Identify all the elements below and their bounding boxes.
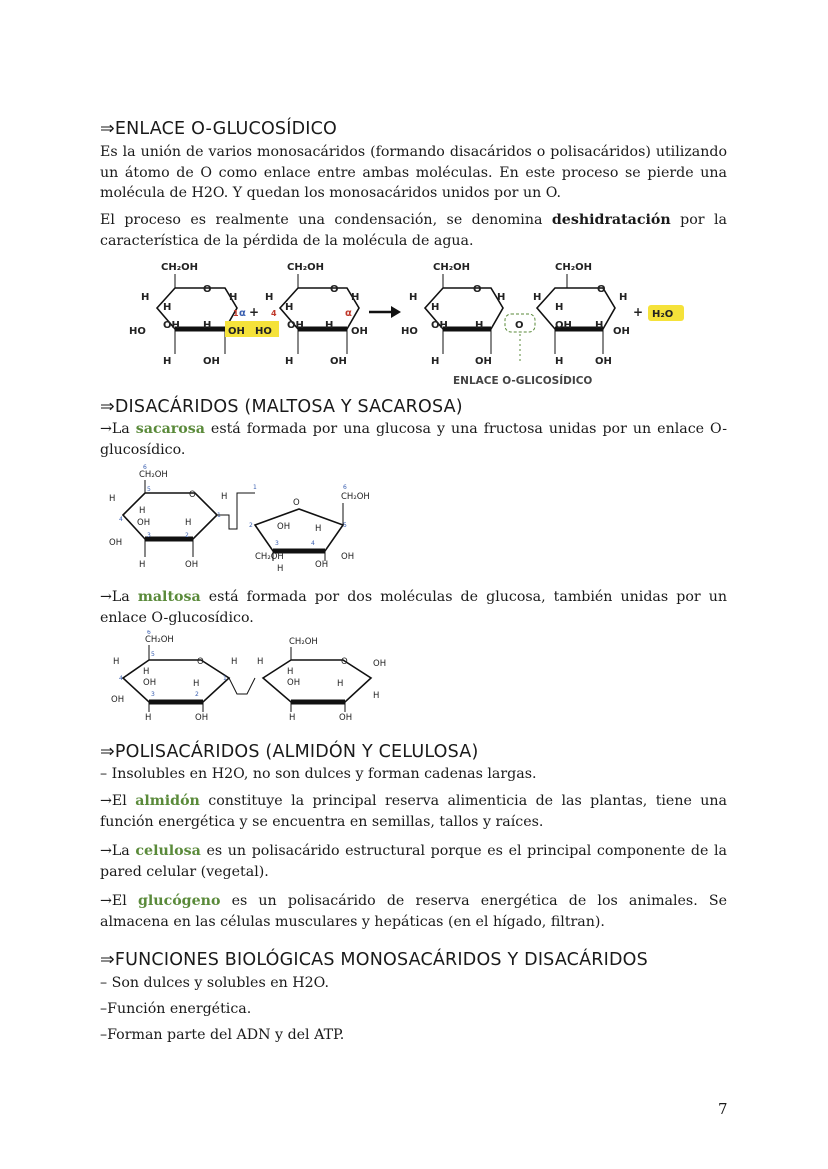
svg-text:CH₂OH: CH₂OH xyxy=(555,262,592,273)
svg-text:α: α xyxy=(239,308,246,319)
svg-text:H: H xyxy=(475,320,484,331)
svg-text:H: H xyxy=(231,657,238,667)
svg-text:OH: OH xyxy=(330,356,347,367)
term-glucogeno: glucógeno xyxy=(137,893,221,909)
svg-text:H: H xyxy=(619,292,628,303)
svg-text:O: O xyxy=(189,490,196,500)
svg-text:OH: OH xyxy=(109,538,123,548)
svg-text:OH: OH xyxy=(195,713,209,723)
svg-text:H: H xyxy=(285,356,294,367)
svg-text:4: 4 xyxy=(311,540,315,547)
glucose-ring-2 xyxy=(265,262,368,367)
heading-funciones: ⇒FUNCIONES BIOLÓGICAS MONOSACÁRIDOS Y DISACÁRIDOS xyxy=(100,950,648,970)
figure-maltosa xyxy=(105,630,395,730)
svg-text:3: 3 xyxy=(151,691,155,698)
svg-text:H: H xyxy=(203,320,212,331)
svg-text:6: 6 xyxy=(143,464,147,471)
term-maltosa: maltosa xyxy=(137,589,201,605)
svg-text:5: 5 xyxy=(151,651,155,658)
list-item-adn-atp: –Forman parte del ADN y del ATP. xyxy=(100,1027,345,1043)
paragraph-glucogeno: →El glucógeno es un polisacárido de reserva energética de los animales. Se almacena en las células musculares y hepáticas (en el hígado, filtran). xyxy=(100,893,727,930)
svg-text:+: + xyxy=(633,305,644,319)
svg-text:H: H xyxy=(533,292,542,303)
svg-text:ENLACE O-GLICOSÍDICO: ENLACE O-GLICOSÍDICO xyxy=(453,375,593,387)
svg-text:OH: OH xyxy=(228,326,245,337)
svg-text:OH: OH xyxy=(339,713,353,723)
svg-text:5: 5 xyxy=(343,522,347,529)
svg-text:4: 4 xyxy=(271,309,277,318)
term-celulosa: celulosa xyxy=(135,843,201,859)
svg-text:H: H xyxy=(497,292,506,303)
paragraph-maltosa: →La maltosa está formada por dos moléculas de glucosa, también unidas por un enlace O-glucosídico. xyxy=(100,589,727,626)
svg-text:H: H xyxy=(113,657,120,667)
svg-text:H: H xyxy=(325,320,334,331)
svg-text:H: H xyxy=(141,292,150,303)
svg-text:O: O xyxy=(293,498,300,508)
glucose-ring-4 xyxy=(533,262,630,367)
svg-text:CH₂OH: CH₂OH xyxy=(433,262,470,273)
svg-text:H: H xyxy=(289,713,296,723)
svg-text:6: 6 xyxy=(343,484,347,491)
svg-text:OH: OH xyxy=(555,320,572,331)
svg-text:H: H xyxy=(287,667,294,677)
svg-text:OH: OH xyxy=(143,678,157,688)
svg-text:5: 5 xyxy=(147,486,151,493)
svg-text:+: + xyxy=(249,305,260,319)
svg-text:HO: HO xyxy=(255,326,272,337)
svg-text:H: H xyxy=(221,492,228,502)
svg-text:OH: OH xyxy=(185,560,199,570)
svg-text:O: O xyxy=(330,284,339,295)
svg-text:4: 4 xyxy=(119,516,123,523)
paragraph-condensacion: El proceso es realmente una condensación, se denomina deshidratación por la característica de la pérdida de la molécula de agua. xyxy=(100,212,727,249)
svg-text:CH₂OH: CH₂OH xyxy=(255,552,284,562)
svg-text:4: 4 xyxy=(119,675,123,682)
svg-text:H: H xyxy=(139,506,146,516)
heading-enlace: ⇒ENLACE O-GLUCOSÍDICO xyxy=(100,119,338,139)
svg-text:1: 1 xyxy=(223,675,227,682)
svg-text:CH₂OH: CH₂OH xyxy=(287,262,324,273)
svg-text:2: 2 xyxy=(249,522,253,529)
figure-sacarosa xyxy=(105,463,395,578)
svg-text:OH: OH xyxy=(341,552,355,562)
svg-text:O: O xyxy=(203,284,212,295)
svg-text:OH: OH xyxy=(613,326,630,337)
term-almidon: almidón xyxy=(135,793,200,809)
svg-text:H: H xyxy=(431,302,440,313)
svg-text:H: H xyxy=(337,679,344,689)
svg-text:H₂O: H₂O xyxy=(652,309,674,320)
svg-text:H: H xyxy=(109,494,116,504)
svg-text:OH: OH xyxy=(351,326,368,337)
svg-text:O: O xyxy=(473,284,482,295)
svg-text:OH: OH xyxy=(277,522,291,532)
svg-text:H: H xyxy=(373,691,380,701)
svg-text:OH: OH xyxy=(111,695,125,705)
glucose-ring-3 xyxy=(401,262,505,367)
svg-text:H: H xyxy=(555,356,564,367)
svg-text:2: 2 xyxy=(195,691,199,698)
heading-polisacaridos: ⇒POLISACÁRIDOS (ALMIDÓN Y CELULOSA) xyxy=(100,742,479,762)
paragraph-enlace-definition: Es la unión de varios monosacáridos (formando disacáridos o polisacáridos) utilizando un átomo de O como enlace entre ambas moléculas. En este proceso se pierde una molécula de H2O. Y quedan los monosacáridos unidos por un O. xyxy=(100,144,727,201)
svg-text:H: H xyxy=(229,292,238,303)
svg-text:3: 3 xyxy=(275,540,279,547)
svg-text:OH: OH xyxy=(163,320,180,331)
heading-disacaridos: ⇒DISACÁRIDOS (MALTOSA Y SACAROSA) xyxy=(100,397,463,417)
svg-text:OH: OH xyxy=(315,560,329,570)
svg-text:H: H xyxy=(265,292,274,303)
svg-text:H: H xyxy=(145,713,152,723)
figure-glycosidic-bond xyxy=(125,256,695,392)
svg-text:OH: OH xyxy=(287,320,304,331)
term-deshidratacion: deshidratación xyxy=(551,212,671,228)
svg-text:O: O xyxy=(197,657,204,667)
svg-text:α: α xyxy=(345,308,352,319)
glucose-ring-1 xyxy=(129,262,246,367)
svg-text:O: O xyxy=(515,320,524,331)
svg-text:H: H xyxy=(139,560,146,570)
svg-text:CH₂OH: CH₂OH xyxy=(139,470,168,480)
svg-text:OH: OH xyxy=(287,678,301,688)
svg-text:H: H xyxy=(315,524,322,534)
svg-text:CH₂OH: CH₂OH xyxy=(161,262,198,273)
svg-text:2: 2 xyxy=(185,532,189,539)
svg-text:H: H xyxy=(285,302,294,313)
svg-text:H: H xyxy=(409,292,418,303)
svg-text:OH: OH xyxy=(475,356,492,367)
svg-text:O: O xyxy=(597,284,606,295)
svg-text:CH₂OH: CH₂OH xyxy=(145,635,174,645)
svg-text:H: H xyxy=(163,302,172,313)
svg-text:1: 1 xyxy=(253,484,257,491)
paragraph-almidon: →El almidón constituye la principal reserva alimenticia de las plantas, tiene una función energética y se encuentra en semillas, tallos y raíces. xyxy=(100,793,727,830)
svg-text:H: H xyxy=(163,356,172,367)
svg-text:O: O xyxy=(341,657,348,667)
list-item-insolubles: – Insolubles en H2O, no son dulces y forman cadenas largas. xyxy=(100,766,537,782)
term-sacarosa: sacarosa xyxy=(135,421,205,437)
svg-text:H: H xyxy=(185,518,192,528)
svg-text:6: 6 xyxy=(147,630,151,636)
svg-text:OH: OH xyxy=(431,320,448,331)
svg-text:HO: HO xyxy=(129,326,146,337)
svg-text:CH₂OH: CH₂OH xyxy=(341,492,370,502)
svg-text:OH: OH xyxy=(137,518,151,528)
svg-text:H: H xyxy=(193,679,200,689)
svg-text:H: H xyxy=(257,657,264,667)
paragraph-sacarosa: →La sacarosa está formada por una glucosa y una fructosa unidas por un enlace O-glucosídico. xyxy=(100,421,727,458)
svg-text:H: H xyxy=(143,667,150,677)
svg-text:OH: OH xyxy=(595,356,612,367)
svg-text:H: H xyxy=(555,302,564,313)
svg-text:1: 1 xyxy=(217,512,221,519)
list-item-funcion-energetica: –Función energética. xyxy=(100,1001,252,1017)
svg-text:H: H xyxy=(277,564,284,574)
svg-text:CH₂OH: CH₂OH xyxy=(289,637,318,647)
paragraph-celulosa: →La celulosa es un polisacárido estructural porque es el principal componente de la pared celular (vegetal). xyxy=(100,843,728,880)
svg-text:3: 3 xyxy=(147,532,151,539)
svg-text:H: H xyxy=(351,292,360,303)
svg-text:HO: HO xyxy=(401,326,418,337)
svg-text:OH: OH xyxy=(203,356,220,367)
svg-text:1: 1 xyxy=(233,309,239,318)
svg-text:H: H xyxy=(595,320,604,331)
list-item-dulces: – Son dulces y solubles en H2O. xyxy=(100,975,329,991)
svg-text:H: H xyxy=(431,356,440,367)
svg-text:OH: OH xyxy=(373,659,387,669)
page-number: 7 xyxy=(718,1100,728,1118)
